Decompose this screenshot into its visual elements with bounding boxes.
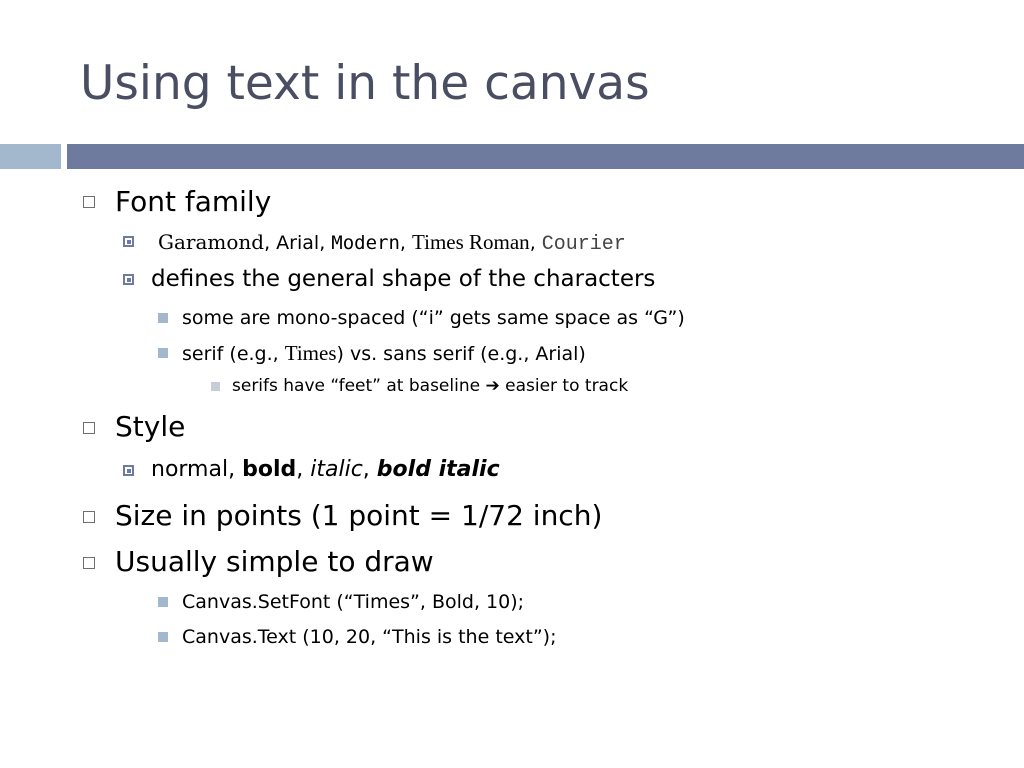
font-example-times: Times <box>284 341 337 365</box>
separator: , <box>529 232 542 254</box>
bullet-text: Font family <box>115 185 272 218</box>
bullet-text: Usually simple to draw <box>115 545 434 578</box>
framed-square-bullet-icon <box>123 236 134 247</box>
serif-line <box>182 339 586 368</box>
bullet-text: some are mono-spaced (“i” gets same space as “G”) <box>182 307 685 329</box>
separator: , <box>296 457 311 482</box>
framed-square-bullet-icon <box>123 274 134 285</box>
bullet-text: ) vs. sans serif (e.g., Arial) <box>336 343 586 365</box>
separator: , <box>319 232 332 254</box>
square-bullet-icon <box>158 313 168 323</box>
style-bold: bold <box>242 457 297 482</box>
font-example-modern: Modern <box>331 232 400 254</box>
outline-square-bullet-icon <box>83 557 95 569</box>
bullet-text: Style <box>115 410 186 443</box>
font-example-times-roman: Times Roman <box>412 230 530 254</box>
outline-square-bullet-icon <box>83 196 95 208</box>
separator: , <box>264 232 277 254</box>
font-example-garamond: Garamond <box>158 230 265 254</box>
font-example-courier: Courier <box>541 233 626 256</box>
font-examples-line <box>158 227 626 260</box>
square-bullet-icon <box>158 597 168 607</box>
separator: , <box>362 457 377 482</box>
style-italic: italic <box>310 457 363 482</box>
slide-title: Using text in the canvas <box>80 56 650 111</box>
title-rule-dark <box>67 144 1024 169</box>
font-example-arial: Arial <box>276 232 320 254</box>
separator: , <box>399 232 413 254</box>
style-normal: normal <box>151 457 229 482</box>
bullet-text: serif (e.g., <box>182 343 285 365</box>
feet-line <box>232 374 628 398</box>
bullet-text: easier to track <box>505 376 629 396</box>
small-square-bullet-icon <box>211 382 220 391</box>
outline-square-bullet-icon <box>83 511 95 523</box>
right-arrow-icon: ➔ <box>485 376 500 396</box>
separator: , <box>228 457 243 482</box>
outline-square-bullet-icon <box>83 422 95 434</box>
code-text: Canvas.Text (10, 20, “This is the text”); <box>182 626 557 648</box>
bullet-text: Size in points (1 point = 1/72 inch) <box>115 499 603 532</box>
bullet-text: defines the general shape of the characters <box>151 266 656 292</box>
square-bullet-icon <box>158 348 168 358</box>
code-setfont: Canvas.SetFont (“Times”, Bold, 10); <box>182 591 525 613</box>
square-bullet-icon <box>158 632 168 642</box>
title-rule-light <box>0 144 61 169</box>
bullet-text: serifs have “feet” at baseline <box>232 376 481 396</box>
style-bold-italic: bold italic <box>376 457 500 482</box>
framed-square-bullet-icon <box>123 465 134 476</box>
style-options-line <box>151 455 500 485</box>
